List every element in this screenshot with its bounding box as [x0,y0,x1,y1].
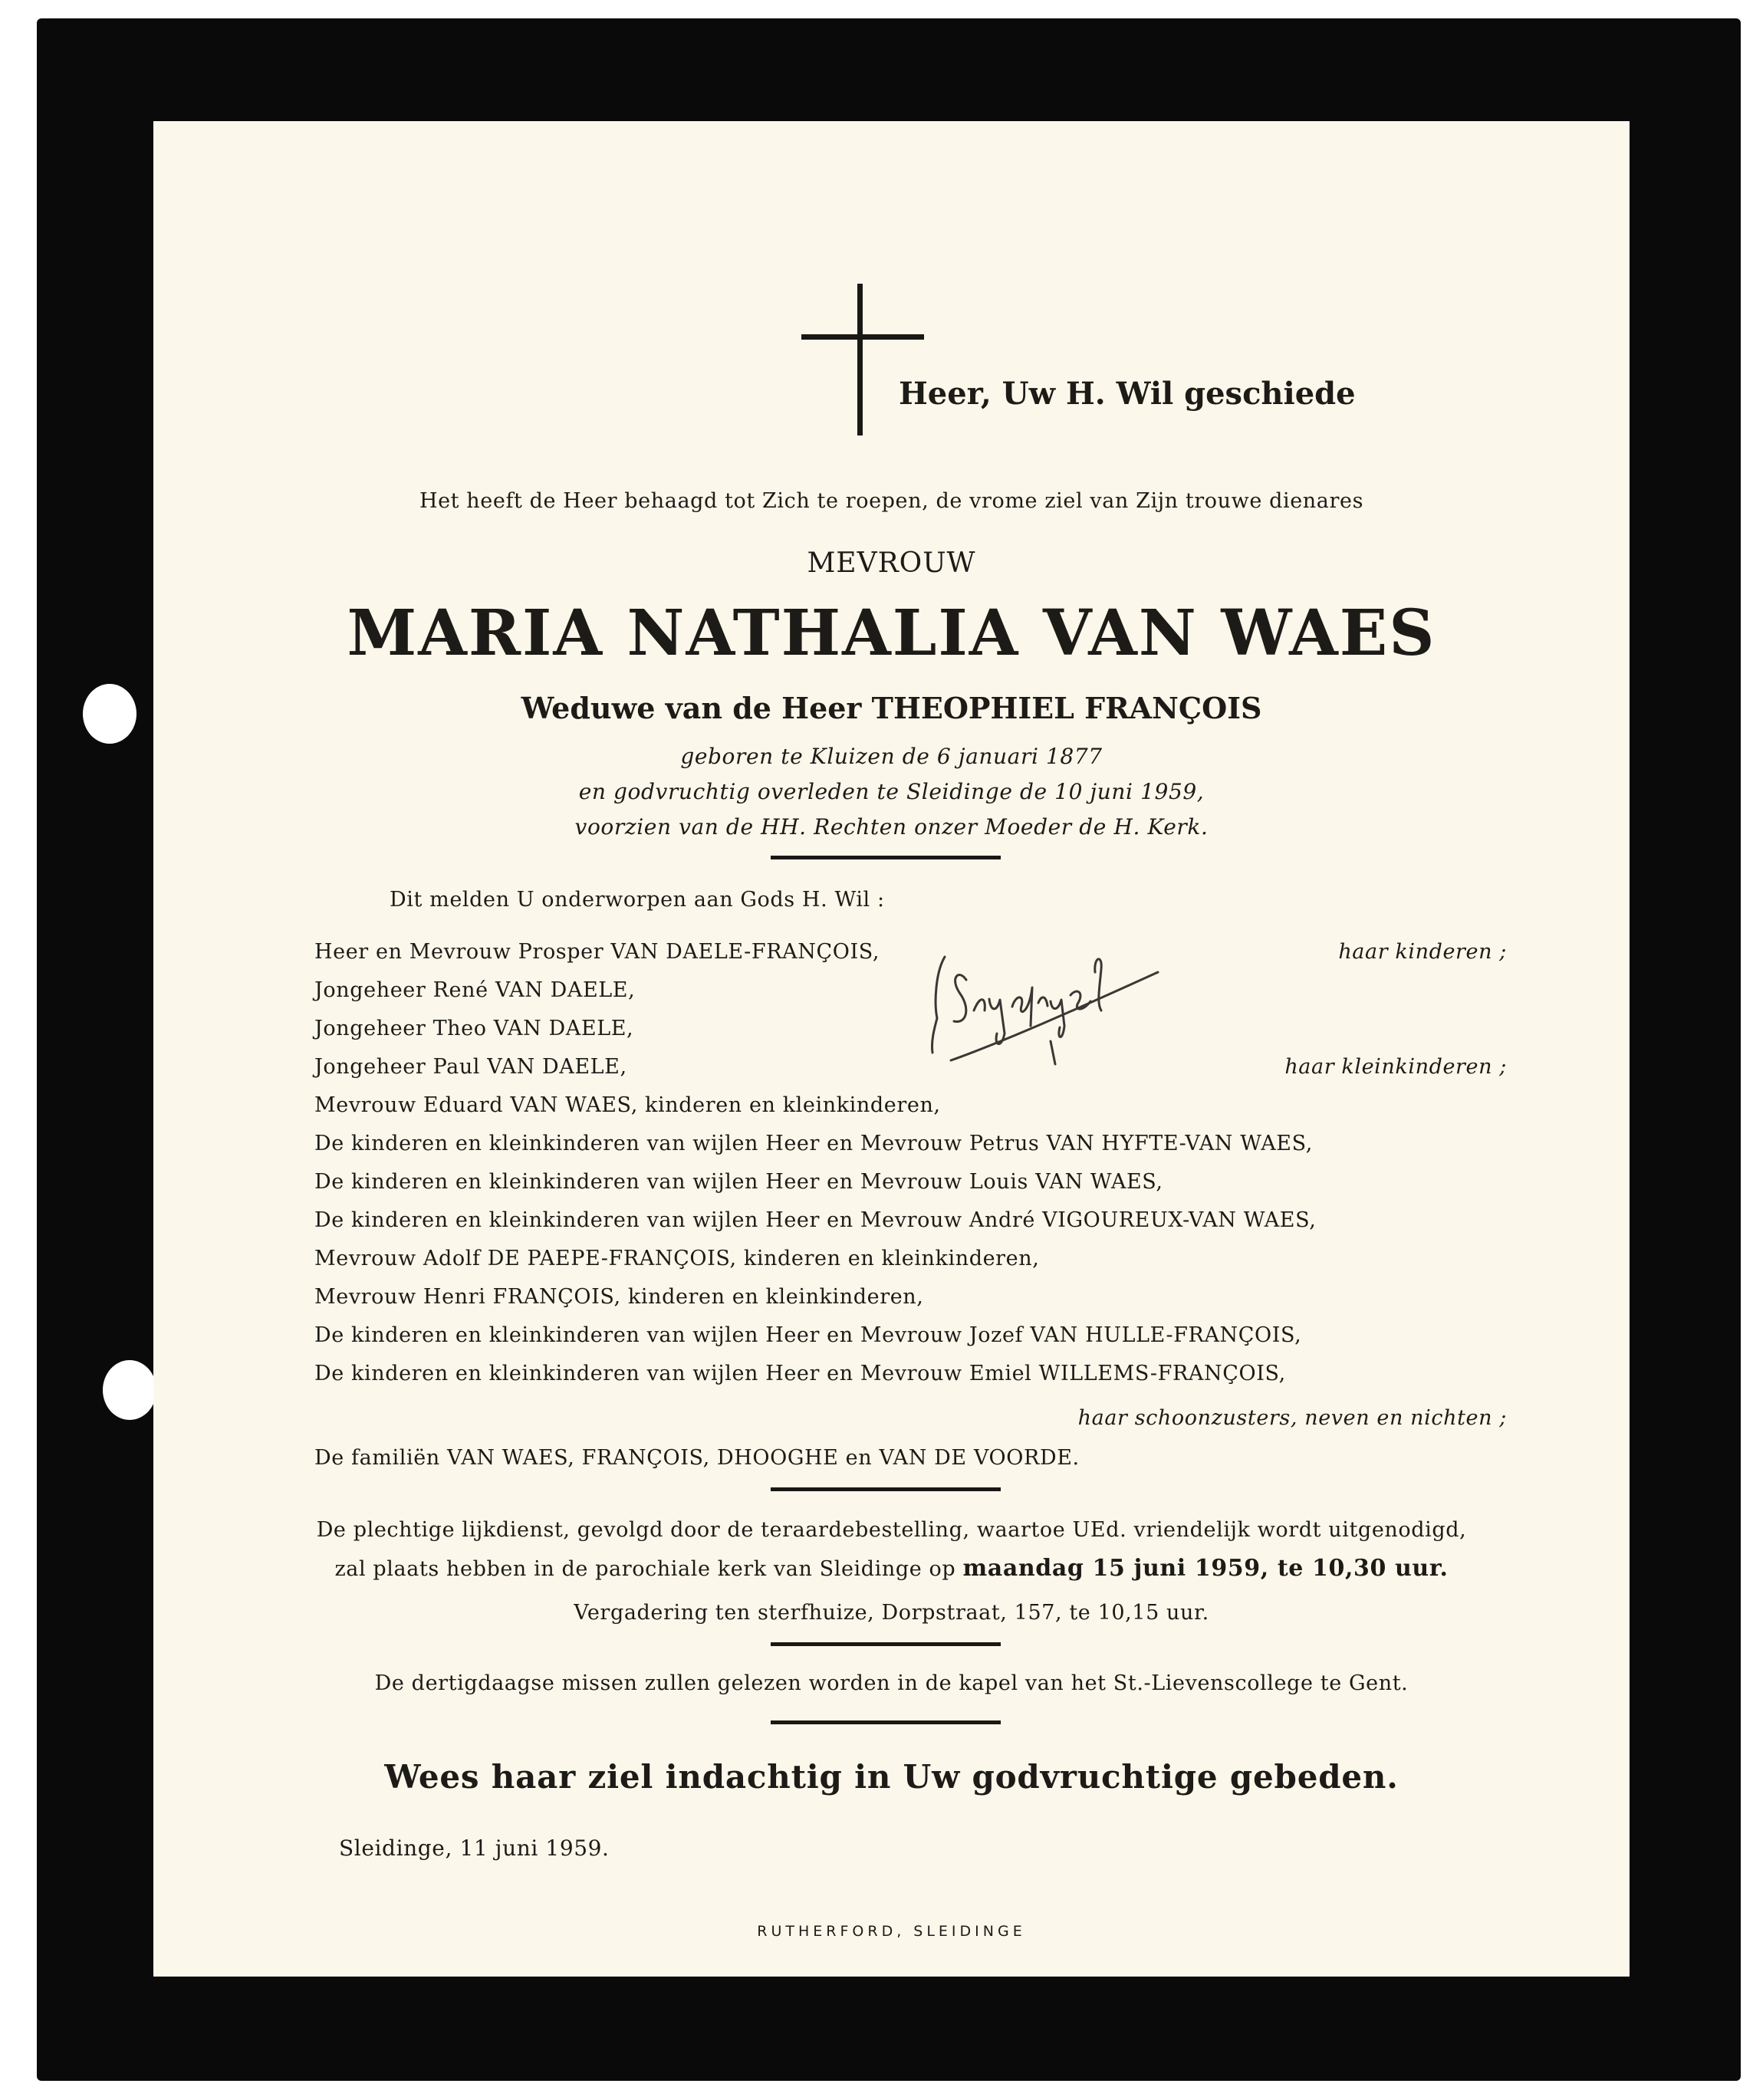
funeral-line-2-prefix: zal plaats hebben in de parochiale kerk van Sleidinge op [334,1557,956,1581]
divider-4 [771,1720,1001,1724]
relation-children: haar kinderen ; [1338,940,1507,964]
family-line: De kinderen en kleinkinderen van wijlen Heer en Mevrouw Petrus VAN HYFTE-VAN WAES, [314,1132,1313,1155]
handwritten-annotation [920,926,1166,1080]
deceased-name: MARIA NATHALIA VAN WAES [347,596,1436,670]
announce-line: Dit melden U onderworpen aan Gods H. Wil : [390,888,885,912]
motto: Heer, Uw H. Wil geschiede [899,376,1356,412]
divider-1 [771,856,1001,859]
funeral-date: maandag 15 juni 1959, te 10,30 uur. [962,1555,1449,1582]
family-line: Mevrouw Adolf DE PAEPE-FRANÇOIS, kinderen en kleinkinderen, [314,1247,1040,1270]
family-line: Jongeheer Paul VAN DAELE, [314,1055,627,1079]
family-line: Heer en Mevrouw Prosper VAN DAELE-FRANÇOIS, [314,940,880,964]
masses-line: De dertigdaagse missen zullen gelezen worden in de kapel van het St.-Lievenscollege te Gent. [374,1671,1409,1695]
birth-line: geboren te Kluizen de 6 januari 1877 [680,744,1103,769]
divider-2 [771,1487,1001,1491]
family-line: Mevrouw Henri FRANÇOIS, kinderen en kleinkinderen, [314,1285,924,1309]
family-line: De kinderen en kleinkinderen van wijlen Heer en Mevrouw André VIGOUREUX-VAN WAES, [314,1208,1317,1232]
punch-hole-top [83,684,136,744]
family-line: De kinderen en kleinkinderen van wijlen Heer en Mevrouw Jozef VAN HULLE-FRANÇOIS, [314,1323,1302,1347]
rites-line: voorzien van de HH. Rechten onzer Moeder de H. Kerk. [574,814,1209,840]
funeral-line-2 [153,1555,1630,1582]
title-prefix: MEVROUW [807,547,976,579]
family-line: Mevrouw Eduard VAN WAES, kinderen en kleinkinderen, [314,1093,941,1117]
death-line: en godvruchtig overleden te Sleidinge de 10 juni 1959, [578,779,1205,804]
death-notice-card [153,121,1630,1977]
relation-inlaws: haar schoonzusters, neven en nichten ; [1077,1406,1507,1430]
punch-hole-bottom [103,1360,156,1420]
family-line: Jongeheer Theo VAN DAELE, [314,1017,634,1040]
families-line: De familiën VAN WAES, FRANÇOIS, DHOOGHE en VAN DE VOORDE. [314,1446,1080,1470]
widow-line: Weduwe van de Heer THEOPHIEL FRANÇOIS [521,691,1262,725]
family-line: De kinderen en kleinkinderen van wijlen Heer en Mevrouw Louis VAN WAES, [314,1170,1163,1194]
divider-3 [771,1642,1001,1646]
funeral-line-1: De plechtige lijkdienst, gevolgd door de teraardebestelling, waartoe UEd. vriendelijk wordt uitgenodigd, [316,1518,1467,1542]
prayer-line: Wees haar ziel indachtig in Uw godvruchtige gebeden. [384,1758,1399,1796]
family-line: Jongeheer René VAN DAELE, [314,978,636,1002]
place-date: Sleidinge, 11 juni 1959. [339,1835,610,1861]
cross-icon-vertical [857,284,863,435]
intro-text: Het heeft de Heer behaagd tot Zich te roepen, de vrome ziel van Zijn trouwe dienares [419,489,1364,513]
cross-icon-horizontal [801,334,924,340]
relation-grandchildren: haar kleinkinderen ; [1284,1055,1507,1079]
gathering-line: Vergadering ten sterfhuize, Dorpstraat, 157, te 10,15 uur. [574,1601,1209,1625]
family-line: De kinderen en kleinkinderen van wijlen Heer en Mevrouw Emiel WILLEMS-FRANÇOIS, [314,1362,1286,1385]
printer-credit: RUTHERFORD, SLEIDINGE [757,1923,1026,1940]
